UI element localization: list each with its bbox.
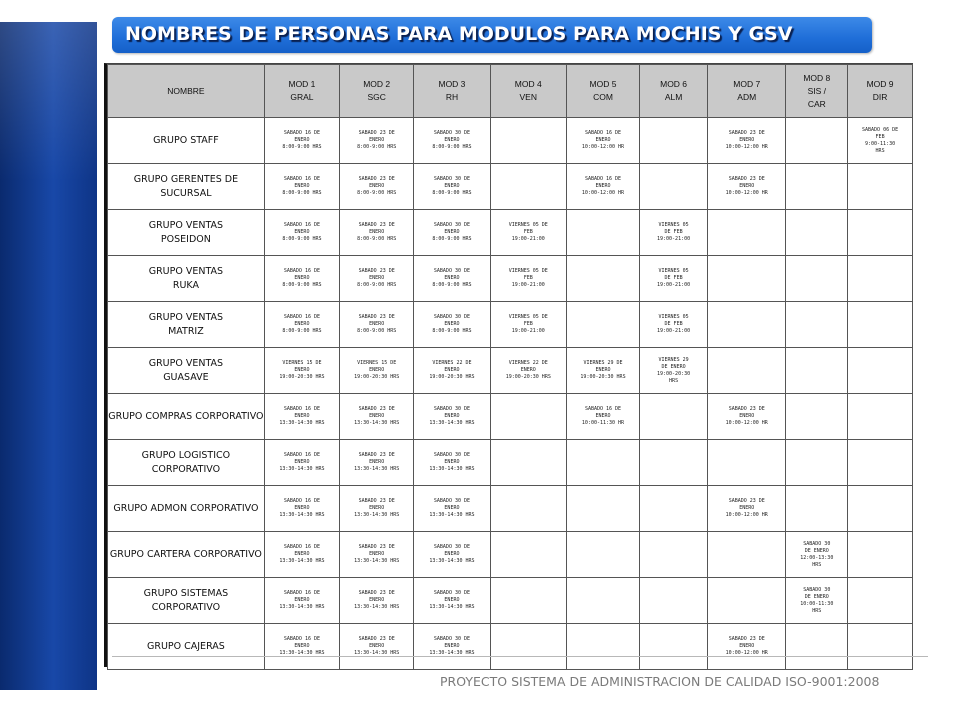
empty-cell bbox=[848, 624, 913, 670]
schedule-cell: SABADO 30 DE ENERO 13:30-14:30 HRS bbox=[414, 486, 490, 532]
empty-cell bbox=[786, 394, 848, 440]
empty-cell bbox=[708, 348, 786, 394]
column-header-mod-5: MOD 5 COM bbox=[566, 65, 639, 118]
empty-cell bbox=[490, 440, 566, 486]
empty-cell bbox=[786, 256, 848, 302]
empty-cell bbox=[708, 256, 786, 302]
schedule-cell: VIERNES 05 DE FEB 19:00-21:00 bbox=[640, 210, 708, 256]
table-header-row bbox=[108, 65, 913, 118]
table-body bbox=[108, 118, 913, 670]
schedule-cell: SABADO 16 DE ENERO 13:30-14:30 HRS bbox=[264, 440, 339, 486]
column-header-mod-1: MOD 1 GRAL bbox=[264, 65, 339, 118]
schedule-cell: SABADO 30 DE ENERO 13:30-14:30 HRS bbox=[414, 578, 490, 624]
empty-cell bbox=[640, 394, 708, 440]
schedule-cell: SABADO 23 DE ENERO 8:00-9:00 HRS bbox=[340, 256, 414, 302]
schedule-cell: SABADO 23 DE ENERO 8:00-9:00 HRS bbox=[340, 210, 414, 256]
empty-cell bbox=[786, 164, 848, 210]
schedule-cell: SABADO 16 DE ENERO 10:00-12:00 HR bbox=[566, 164, 639, 210]
schedule-cell: VIERNES 22 DE ENERO 19:00-20:30 HRS bbox=[414, 348, 490, 394]
schedule-cell: VIERNES 05 DE FEB 19:00-21:00 bbox=[640, 302, 708, 348]
schedule-cell: SABADO 23 DE ENERO 10:00-12:00 HR bbox=[708, 118, 786, 164]
schedule-cell: SABADO 30 DE ENERO 13:30-14:30 HRS bbox=[414, 624, 490, 670]
schedule-cell: VIERNES 15 DE ENERO 19:00-20:30 HRS bbox=[264, 348, 339, 394]
column-header-mod-4: MOD 4 VEN bbox=[490, 65, 566, 118]
schedule-cell: VIERNES 22 DE ENERO 19:00-20:30 HRS bbox=[490, 348, 566, 394]
column-header-mod-2: MOD 2 SGC bbox=[340, 65, 414, 118]
column-header-mod-6: MOD 6 ALM bbox=[640, 65, 708, 118]
schedule-cell: SABADO 30 DE ENERO 13:30-14:30 HRS bbox=[414, 440, 490, 486]
empty-cell bbox=[640, 532, 708, 578]
empty-cell bbox=[566, 486, 639, 532]
empty-cell bbox=[786, 624, 848, 670]
empty-cell bbox=[490, 578, 566, 624]
column-header-mod-9: MOD 9 DIR bbox=[848, 65, 913, 118]
empty-cell bbox=[640, 164, 708, 210]
empty-cell bbox=[640, 578, 708, 624]
footer-text: PROYECTO SISTEMA DE ADMINISTRACION DE CALIDAD ISO-9001:2008 bbox=[440, 674, 880, 689]
empty-cell bbox=[848, 164, 913, 210]
empty-cell bbox=[566, 532, 639, 578]
group-name-cell: GRUPO GERENTES DE SUCURSAL bbox=[108, 164, 265, 210]
empty-cell bbox=[566, 256, 639, 302]
schedule-cell: SABADO 16 DE ENERO 10:00-11:30 HR bbox=[566, 394, 639, 440]
schedule-cell: SABADO 23 DE ENERO 8:00-9:00 HRS bbox=[340, 118, 414, 164]
empty-cell bbox=[786, 210, 848, 256]
schedule-cell: SABADO 30 DE ENERO 8:00-9:00 HRS bbox=[414, 210, 490, 256]
table-row bbox=[108, 394, 913, 440]
schedule-cell: SABADO 16 DE ENERO 8:00-9:00 HRS bbox=[264, 118, 339, 164]
table-row bbox=[108, 578, 913, 624]
schedule-cell: VIERNES 05 DE FEB 19:00-21:00 bbox=[490, 256, 566, 302]
empty-cell bbox=[490, 118, 566, 164]
group-name-cell: GRUPO VENTAS MATRIZ bbox=[108, 302, 265, 348]
group-name-cell: GRUPO VENTAS GUASAVE bbox=[108, 348, 265, 394]
schedule-cell: SABADO 16 DE ENERO 13:30-14:30 HRS bbox=[264, 578, 339, 624]
schedule-cell: SABADO 06 DE FEB 9:00-11:30 HRS bbox=[848, 118, 913, 164]
schedule-cell: SABADO 16 DE ENERO 13:30-14:30 HRS bbox=[264, 486, 339, 532]
empty-cell bbox=[566, 440, 639, 486]
empty-cell bbox=[708, 210, 786, 256]
empty-cell bbox=[566, 210, 639, 256]
table-row bbox=[108, 486, 913, 532]
schedule-cell: SABADO 30 DE ENERO 10:00-11:30 HRS bbox=[786, 578, 848, 624]
empty-cell bbox=[786, 440, 848, 486]
schedule-cell: SABADO 16 DE ENERO 8:00-9:00 HRS bbox=[264, 256, 339, 302]
group-name-cell: GRUPO COMPRAS CORPORATIVO bbox=[108, 394, 265, 440]
group-name-cell: GRUPO ADMON CORPORATIVO bbox=[108, 486, 265, 532]
empty-cell bbox=[566, 302, 639, 348]
column-header-nombre: NOMBRE bbox=[108, 65, 265, 118]
column-header-mod-3: MOD 3 RH bbox=[414, 65, 490, 118]
schedule-cell: SABADO 23 DE ENERO 13:30-14:30 HRS bbox=[340, 486, 414, 532]
table-row bbox=[108, 532, 913, 578]
schedule-cell: VIERNES 05 DE FEB 19:00-21:00 bbox=[640, 256, 708, 302]
table-row bbox=[108, 302, 913, 348]
schedule-cell: SABADO 30 DE ENERO 8:00-9:00 HRS bbox=[414, 256, 490, 302]
empty-cell bbox=[786, 486, 848, 532]
schedule-cell: SABADO 16 DE ENERO 13:30-14:30 HRS bbox=[264, 394, 339, 440]
empty-cell bbox=[848, 532, 913, 578]
empty-cell bbox=[708, 578, 786, 624]
empty-cell bbox=[490, 624, 566, 670]
empty-cell bbox=[848, 486, 913, 532]
schedule-cell: SABADO 23 DE ENERO 10:00-12:00 HR bbox=[708, 486, 786, 532]
empty-cell bbox=[640, 486, 708, 532]
schedule-cell: SABADO 23 DE ENERO 13:30-14:30 HRS bbox=[340, 532, 414, 578]
empty-cell bbox=[848, 256, 913, 302]
schedule-cell: VIERNES 05 DE FEB 19:00-21:00 bbox=[490, 210, 566, 256]
empty-cell bbox=[490, 394, 566, 440]
empty-cell bbox=[786, 302, 848, 348]
schedule-table bbox=[107, 64, 913, 670]
group-name-cell: GRUPO VENTAS RUKA bbox=[108, 256, 265, 302]
table-row bbox=[108, 210, 913, 256]
empty-cell bbox=[640, 118, 708, 164]
schedule-cell: VIERNES 05 DE FEB 19:00-21:00 bbox=[490, 302, 566, 348]
schedule-cell: SABADO 23 DE ENERO 8:00-9:00 HRS bbox=[340, 164, 414, 210]
schedule-cell: SABADO 16 DE ENERO 13:30-14:30 HRS bbox=[264, 624, 339, 670]
schedule-cell: SABADO 30 DE ENERO 8:00-9:00 HRS bbox=[414, 302, 490, 348]
empty-cell bbox=[848, 578, 913, 624]
table-row bbox=[108, 118, 913, 164]
empty-cell bbox=[848, 210, 913, 256]
table-row bbox=[108, 440, 913, 486]
column-header-mod-8: MOD 8 SIS / CAR bbox=[786, 65, 848, 118]
schedule-cell: SABADO 23 DE ENERO 13:30-14:30 HRS bbox=[340, 394, 414, 440]
schedule-cell: SABADO 30 DE ENERO 13:30-14:30 HRS bbox=[414, 394, 490, 440]
empty-cell bbox=[708, 302, 786, 348]
group-name-cell: GRUPO STAFF bbox=[108, 118, 265, 164]
schedule-cell: SABADO 30 DE ENERO 13:30-14:30 HRS bbox=[414, 532, 490, 578]
empty-cell bbox=[490, 532, 566, 578]
schedule-cell: SABADO 23 DE ENERO 13:30-14:30 HRS bbox=[340, 624, 414, 670]
schedule-cell: SABADO 30 DE ENERO 12:00-13:30 HRS bbox=[786, 532, 848, 578]
table-row bbox=[108, 348, 913, 394]
empty-cell bbox=[848, 302, 913, 348]
empty-cell bbox=[786, 118, 848, 164]
empty-cell bbox=[640, 624, 708, 670]
empty-cell bbox=[708, 532, 786, 578]
group-name-cell: GRUPO CARTERA CORPORATIVO bbox=[108, 532, 265, 578]
empty-cell bbox=[848, 440, 913, 486]
group-name-cell: GRUPO SISTEMAS CORPORATIVO bbox=[108, 578, 265, 624]
schedule-table-container bbox=[104, 63, 913, 667]
empty-cell bbox=[708, 440, 786, 486]
table-row bbox=[108, 164, 913, 210]
schedule-cell: SABADO 23 DE ENERO 13:30-14:30 HRS bbox=[340, 578, 414, 624]
empty-cell bbox=[566, 578, 639, 624]
table-row bbox=[108, 256, 913, 302]
table-row bbox=[108, 624, 913, 670]
schedule-cell: SABADO 23 DE ENERO 10:00-12:00 HR bbox=[708, 624, 786, 670]
schedule-cell: VIERNES 15 DE ENERO 19:00-20:30 HRS bbox=[340, 348, 414, 394]
empty-cell bbox=[490, 486, 566, 532]
schedule-cell: SABADO 16 DE ENERO 13:30-14:30 HRS bbox=[264, 532, 339, 578]
empty-cell bbox=[640, 440, 708, 486]
schedule-cell: SABADO 30 DE ENERO 8:00-9:00 HRS bbox=[414, 118, 490, 164]
schedule-cell: SABADO 16 DE ENERO 8:00-9:00 HRS bbox=[264, 164, 339, 210]
schedule-cell: SABADO 16 DE ENERO 8:00-9:00 HRS bbox=[264, 302, 339, 348]
decorative-side-bar bbox=[0, 22, 97, 690]
page-title: NOMBRES DE PERSONAS PARA MODULOS PARA MOCHIS Y GSV bbox=[125, 23, 793, 45]
schedule-cell: VIERNES 29 DE ENERO 19:00-20:30 HRS bbox=[566, 348, 639, 394]
footer-divider bbox=[112, 656, 928, 657]
group-name-cell: GRUPO CAJERAS bbox=[108, 624, 265, 670]
schedule-cell: SABADO 30 DE ENERO 8:00-9:00 HRS bbox=[414, 164, 490, 210]
schedule-cell: SABADO 16 DE ENERO 8:00-9:00 HRS bbox=[264, 210, 339, 256]
schedule-cell: VIERNES 29 DE ENERO 19:00-20:30 HRS bbox=[640, 348, 708, 394]
empty-cell bbox=[848, 348, 913, 394]
schedule-cell: SABADO 16 DE ENERO 10:00-12:00 HR bbox=[566, 118, 639, 164]
empty-cell bbox=[848, 394, 913, 440]
empty-cell bbox=[566, 624, 639, 670]
empty-cell bbox=[490, 164, 566, 210]
group-name-cell: GRUPO LOGISTICO CORPORATIVO bbox=[108, 440, 265, 486]
schedule-cell: SABADO 23 DE ENERO 13:30-14:30 HRS bbox=[340, 440, 414, 486]
schedule-cell: SABADO 23 DE ENERO 10:00-12:00 HR bbox=[708, 164, 786, 210]
schedule-cell: SABADO 23 DE ENERO 10:00-12:00 HR bbox=[708, 394, 786, 440]
column-header-mod-7: MOD 7 ADM bbox=[708, 65, 786, 118]
schedule-cell: SABADO 23 DE ENERO 8:00-9:00 HRS bbox=[340, 302, 414, 348]
empty-cell bbox=[786, 348, 848, 394]
group-name-cell: GRUPO VENTAS POSEIDON bbox=[108, 210, 265, 256]
